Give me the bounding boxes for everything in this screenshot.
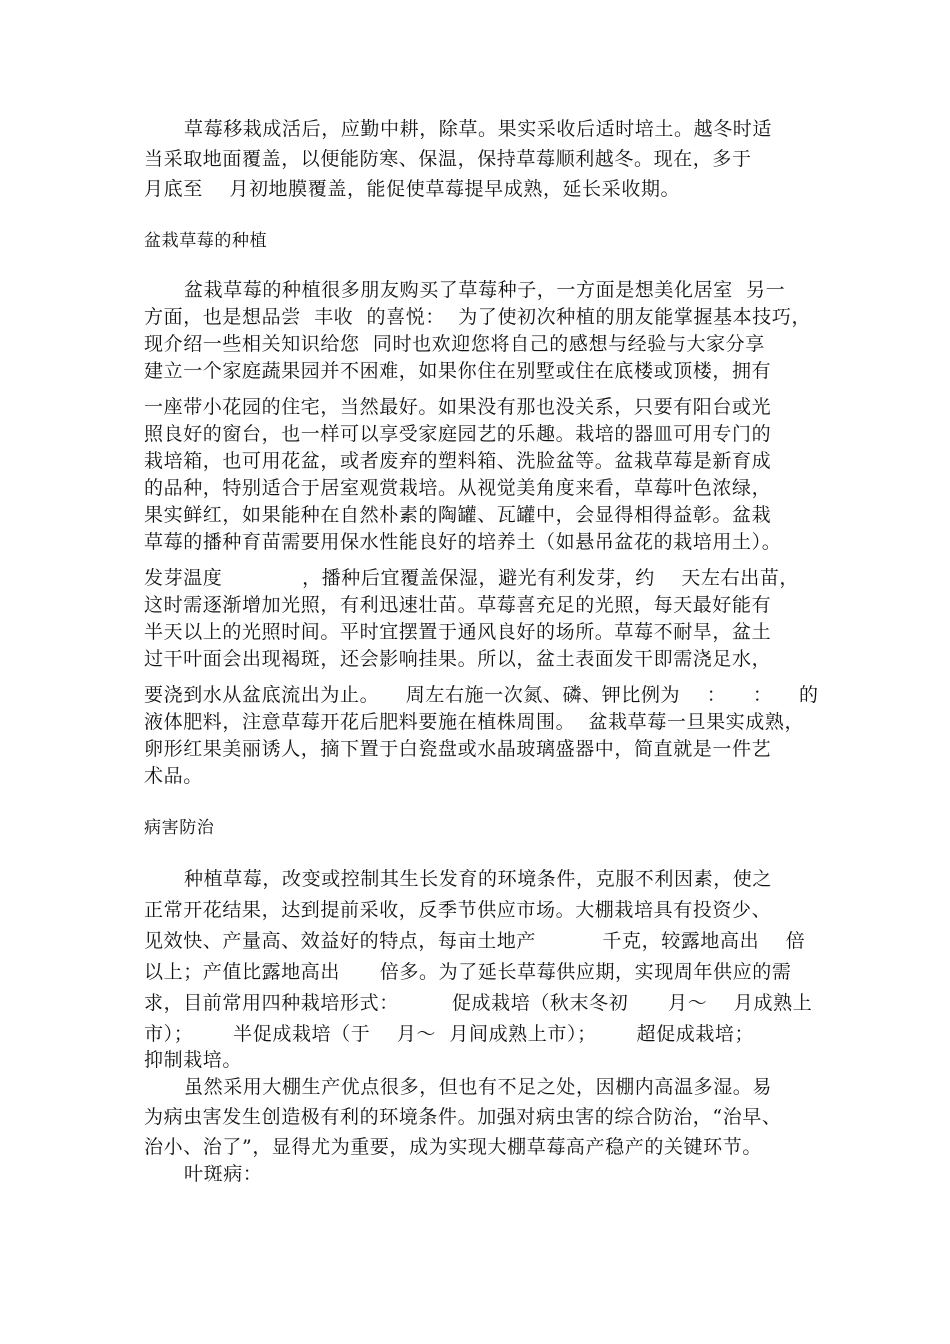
text-line: 治小、治了”，显得尤为重要，成为实现大棚草莓高产稳产的关键环节。 xyxy=(144,1136,762,1158)
text-line: 盆栽草莓的种植很多朋友购买了草莓种子，一方面是想美化居室 另一 xyxy=(184,279,786,301)
text-line: 建立一个家庭蔬果园并不困难，如果你住在别墅或住在底楼或顶楼，拥有 xyxy=(144,360,772,382)
text-line: 的品种，特别适合于居室观赏栽培。从视觉美角度来看，草莓叶色浓绿， xyxy=(144,477,772,499)
text-line: 草莓的播种育苗需要用保水性能良好的培养土（如悬吊盆花的栽培用土）。 xyxy=(144,531,782,553)
section-heading-potted: 盆栽草莓的种植 xyxy=(144,231,268,251)
text-line: 种植草莓，改变或控制其生长发育的环境条件，克服不利因素，使之 xyxy=(184,868,773,890)
text-line: 过干叶面会出现褐斑，还会影响挂果。所以，盆土表面发干即需浇足水， xyxy=(144,648,772,670)
text-line: 虽然采用大棚生产优点很多，但也有不足之处，因棚内高温多湿。易 xyxy=(184,1076,773,1098)
text-line: 要浇到水从盆底流出为止。 周左右施一次氮、磷、钾比例为 ： ： 的 xyxy=(144,684,819,706)
text-line: 照良好的窗台，也一样可以享受家庭园艺的乐趣。栽培的器皿可用专门的 xyxy=(144,423,772,445)
text-line: 叶斑病： xyxy=(184,1163,263,1185)
text-line: 液体肥料，注意草莓开花后肥料要施在植株周围。 盆栽草莓一旦果实成熟， xyxy=(144,711,805,733)
text-line: 以上；产值比露地高出 倍多。为了延长草莓供应期，实现周年供应的需 xyxy=(144,961,792,983)
text-line: 发芽温度 ，播种后宜覆盖保湿，避光有利发芽，约 天左右出苗， xyxy=(144,567,800,589)
text-line: 为病虫害发生创造极有利的环境条件。加强对病虫害的综合防治，“治早、 xyxy=(144,1106,782,1128)
text-line: 抑制栽培。 xyxy=(144,1049,243,1071)
text-line: 现介绍一些相关知识给您 同时也欢迎您将自己的感想与经验与大家分享 xyxy=(144,333,765,355)
text-line: 求，目前常用四种栽培形式： 促成栽培（秋末冬初 月～ 月成熟上 xyxy=(144,992,813,1014)
text-line: 见效快、产量高、效益好的特点，每亩土地产 千克，较露地高出 倍 xyxy=(144,930,806,952)
text-line: 这时需逐渐增加光照，有利迅速壮苗。草莓喜充足的光照，每天最好能有 xyxy=(144,594,772,616)
text-line: 月底至 月初地膜覆盖，能促使草莓提早成熟，延长采收期。 xyxy=(144,178,681,200)
text-line: 栽培箱，也可用花盆，或者废弃的塑料箱、洗脸盆等。盆栽草莓是新育成 xyxy=(144,450,772,472)
text-line: 草莓移栽成活后，应勤中耕，除草。果实采收后适时培土。越冬时适 xyxy=(184,118,773,140)
text-line: 半天以上的光照时间。平时宜摆置于通风良好的场所。草莓不耐旱，盆土 xyxy=(144,621,772,643)
section-heading-disease: 病害防治 xyxy=(144,818,215,838)
text-line: 当采取地面覆盖，以便能防寒、保温，保持草莓顺利越冬。现在，多于 xyxy=(144,148,752,170)
text-line: 果实鲜红，如果能种在自然朴素的陶罐、瓦罐中，会显得相得益彰。盆栽 xyxy=(144,504,772,526)
text-line: 卵形红果美丽诱人，摘下置于白瓷盘或水晶玻璃盛器中，简直就是一件艺 xyxy=(144,738,772,760)
text-line: 方面，也是想品尝 丰收 的喜悦： 为了使初次种植的朋友能掌握基本技巧， xyxy=(144,306,812,328)
text-line: 市）； 半促成栽培（于 月～ 月间成熟上市）； 超促成栽培； xyxy=(144,1023,755,1045)
text-line: 正常开花结果，达到提前采收，反季节供应市场。大棚栽培具有投资少、 xyxy=(144,899,772,921)
text-line: 术品。 xyxy=(144,765,203,787)
text-line: 一座带小花园的住宅，当然最好。如果没有那也没关系，只要有阳台或光 xyxy=(144,396,772,418)
